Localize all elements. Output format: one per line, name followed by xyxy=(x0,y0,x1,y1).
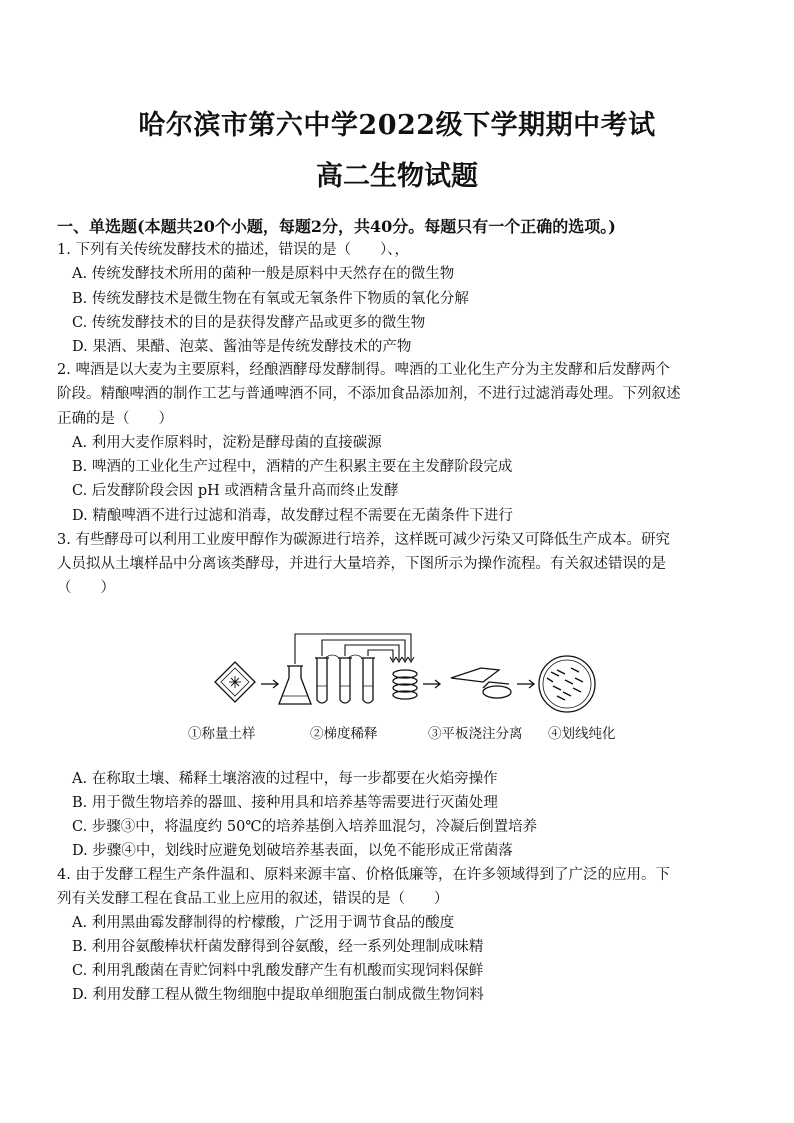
q1-option-b: B. 传统发酵技术是微生物在有氧或无氧条件下物质的氧化分解 xyxy=(72,291,469,307)
q4-stem-line-2: 列有关发酵工程在食品工业上应用的叙述，错误的是（ ） xyxy=(57,891,449,907)
q3-stem-line-3: （ ） xyxy=(57,580,115,596)
step-2-label: ②梯度稀释 xyxy=(310,726,378,742)
q1-option-d: D. 果酒、果醋、泡菜、酱油等是传统发酵技术的产物 xyxy=(72,339,412,355)
q2-option-c: C. 后发酵阶段会因 pH 或酒精含量升高而终止发酵 xyxy=(72,483,399,499)
exam-title: 哈尔滨市第六中学2022级下学期期中考试 xyxy=(138,110,656,141)
q2-stem-line-3: 正确的是（ ） xyxy=(57,411,173,427)
q1-stem: 1. 下列有关传统发酵技术的描述，错误的是（ ）、， xyxy=(57,242,409,258)
flask-icon xyxy=(279,666,311,704)
q4-stem-line-1: 4. 由于发酵工程生产条件温和、原料来源丰富、价格低廉等，在许多领域得到了广泛的应用。下 xyxy=(57,867,670,883)
step-1-label: ①称量土样 xyxy=(188,726,256,742)
step-4-label: ④划线纯化 xyxy=(548,726,616,742)
step-3-label: ③平板浇注分离 xyxy=(428,726,523,742)
q3-option-c: C. 步骤③中，将温度约 50℃的培养基倒入培养皿混匀，冷凝后倒置培养 xyxy=(72,819,538,835)
pouring-plate-icon xyxy=(451,668,511,698)
q4-option-d: D. 利用发酵工程从微生物细胞中提取单细胞蛋白制成微生物饲料 xyxy=(72,987,484,1003)
q2-option-d: D. 精酿啤酒不进行过滤和消毒，故发酵过程不需要在无菌条件下进行 xyxy=(72,508,513,524)
q3-stem-line-1: 3. 有些酵母可以利用工业废甲醇作为碳源进行培养，这样既可减少污染又可降低生产成本。研究 xyxy=(57,532,670,548)
q2-option-b: B. 啤酒的工业化生产过程中，酒精的产生积累主要在主发酵阶段完成 xyxy=(72,459,513,475)
soil-sample-icon xyxy=(215,662,255,702)
q2-stem-line-2: 阶段。精酿啤酒的制作工艺与普通啤酒不同，不添加食品添加剂，不进行过滤消毒处理。下列叙述 xyxy=(57,386,681,402)
q3-option-d: D. 步骤④中，划线时应避免划破培养基表面，以免不能形成正常菌落 xyxy=(72,843,513,859)
plate-stack-icon xyxy=(393,670,417,699)
q4-option-c: C. 利用乳酸菌在青贮饲料中乳酸发酵产生有机酸而实现饲料保鲜 xyxy=(72,963,484,979)
q1-option-c: C. 传统发酵技术的目的是获得发酵产品或更多的微生物 xyxy=(72,315,426,331)
q1-option-a: A. 传统发酵技术所用的菌种一般是原料中天然存在的微生物 xyxy=(72,266,455,282)
q4-option-a: A. 利用黑曲霉发酵制得的柠檬酸，广泛用于调节食品的酸度 xyxy=(72,915,455,931)
q4-option-b: B. 利用谷氨酸棒状杆菌发酵得到谷氨酸，经一系列处理制成味精 xyxy=(72,939,484,955)
q3-option-a: A. 在称取土壤、稀释土壤溶液的过程中，每一步都要在火焰旁操作 xyxy=(72,771,498,787)
section-heading: 一、单选题(本题共20个小题，每题2分，共40分。每题只有一个正确的选项。) xyxy=(57,217,616,236)
q3-option-b: B. 用于微生物培养的器皿、接种用具和培养基等需要进行灭菌处理 xyxy=(72,795,498,811)
q2-option-a: A. 利用大麦作原料时，淀粉是酵母菌的直接碳源 xyxy=(72,435,382,451)
exam-subtitle: 高二生物试题 xyxy=(316,161,478,192)
dilution-transfer-arrows xyxy=(295,634,414,664)
streak-plate-icon xyxy=(539,656,595,712)
test-tubes-icon xyxy=(315,658,375,703)
q2-stem-line-1: 2. 啤酒是以大麦为主要原料，经酿酒酵母发酵制得。啤酒的工业化生产分为主发酵和后发酵两个 xyxy=(57,362,670,378)
q3-stem-line-2: 人员拟从土壤样品中分离该类酵母，并进行大量培养，下图所示为操作流程。有关叙述错误的是 xyxy=(57,556,666,572)
